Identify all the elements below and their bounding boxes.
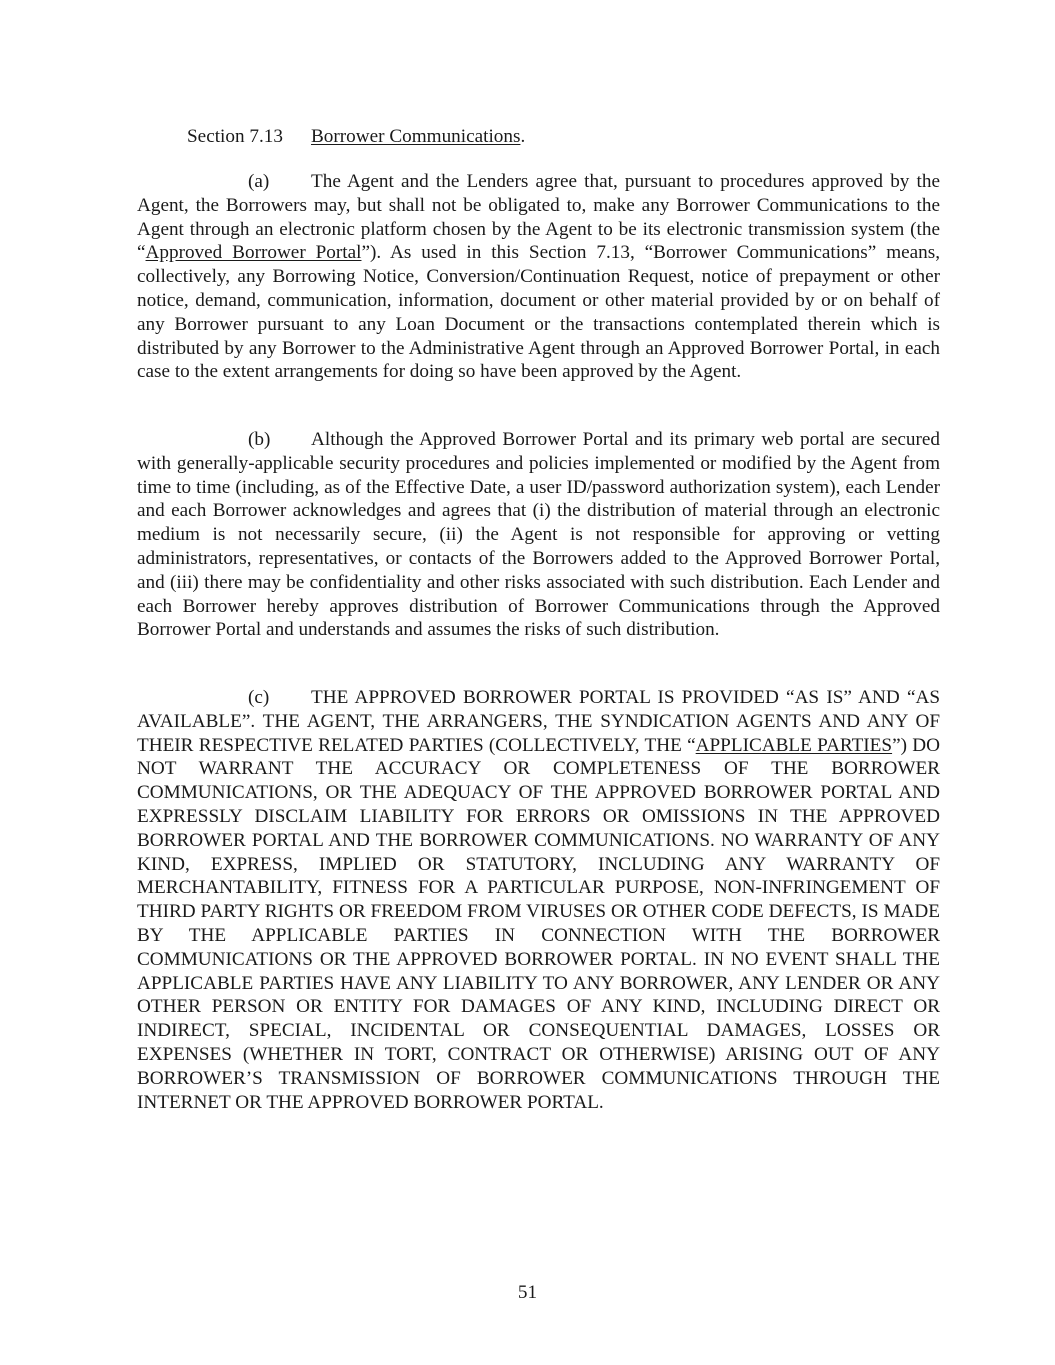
- paragraph-a-label: (a): [248, 171, 270, 192]
- paragraph-a-text-2: ”). As used in this Section 7.13, “Borrower Communications” means, collectively, any Borrowing Notice, Conversion/Continuation Request, notice of prepayment or other notice, demand, communication, information, document or other material provided by or on behalf of any Borrower pursuant to any Loan Document or the transactions contemplated therein which is distributed by any Borrower to the Administrative Agent through an Approved Borrower Portal, in each case to the extent arrangements for doing so have been approved by the Agent.: [137, 242, 941, 383]
- section-heading: [187, 125, 525, 149]
- section-title-period: .: [520, 126, 526, 147]
- paragraph-c-text-2: ”) DO NOT WARRANT THE ACCURACY OR COMPLETENESS OF THE BORROWER COMMUNICATIONS, OR THE ADEQUACY OF THE APPROVED BORROWER PORTAL AND EXPRESSLY DISCLAIM LIABILITY FOR ERRORS OR OMISSIONS IN THE APPROVED BORROWER PORTAL AND THE BORROWER COMMUNICATIONS. NO WARRANTY OF ANY KIND, EXPRESS, IMPLIED OR STATUTORY, INCLUDING ANY WARRANTY OF MERCHANTABILITY, FITNESS FOR A PARTICULAR PURPOSE, NON-INFRINGEMENT OF THIRD PARTY RIGHTS OR FREEDOM FROM VIRUSES OR OTHER CODE DEFECTS, IS MADE BY THE APPLICABLE PARTIES IN CONNECTION WITH THE BORROWER COMMUNICATIONS OR THE APPROVED BORROWER PORTAL. IN NO EVENT SHALL THE APPLICABLE PARTIES HAVE ANY LIABILITY TO ANY BORROWER, ANY LENDER OR ANY OTHER PERSON OR ENTITY FOR DAMAGES OF ANY KIND, INCLUDING DIRECT OR INDIRECT, SPECIAL, INCIDENTAL OR CONSEQUENTIAL DAMAGES, LOSSES OR EXPENSES (WHETHER IN TORT, CONTRACT OR OTHERWISE) ARISING OUT OF ANY BORROWER’S TRANSMISSION OF BORROWER COMMUNICATIONS THROUGH THE INTERNET OR THE APPROVED BORROWER PORTAL.: [137, 734, 940, 1113]
- paragraph-a-text-1: The Agent and the Lenders agree that, pursuant to procedures approved by the Agent, the Borrowers may, but shall not be obligated to, make any Borrower Communications to the Agent through an electronic platform chosen by the Agent to be its electronic transmission system (the “: [137, 171, 940, 264]
- defined-term-applicable-parties: APPLICABLE PARTIES: [695, 734, 893, 756]
- paragraph-c-label: (c): [248, 687, 270, 708]
- section-number: Section 7.13: [187, 126, 283, 147]
- page-number: 51: [517, 1282, 538, 1303]
- paragraph-b-label: (b): [248, 429, 271, 450]
- paragraph-b: [137, 428, 940, 642]
- paragraph-a: [137, 170, 940, 384]
- paragraph-b-text: Although the Approved Borrower Portal and its primary web portal are secured with generally-applicable security procedures and policies implemented or modified by the Agent from time to time (including, as of the Effective Date, a user ID/password authorization system), each Lender and each Borrower acknowledges and agrees that (i) the distribution of material through an electronic medium is not necessarily secure, (ii) the Agent is not responsible for approving or vetting administrators, representatives, or contacts of the Borrowers added to the Approved Borrower Portal, and (iii) there may be confidentiality and other risks associated with such distribution. Each Lender and each Borrower hereby approves distribution of Borrower Communications through the Approved Borrower Portal and understands and assumes the risks of such distribution.: [137, 429, 940, 641]
- paragraph-c: [137, 686, 940, 1114]
- defined-term-approved-borrower-portal: Approved Borrower Portal: [145, 242, 362, 264]
- section-title: Borrower Communications: [311, 126, 521, 147]
- paragraph-c-text-1: THE APPROVED BORROWER PORTAL IS PROVIDED “AS IS” AND “AS AVAILABLE”. THE AGENT, THE ARRANGERS, THE SYNDICATION AGENTS AND ANY OF THEIR RESPECTIVE RELATED PARTIES (COLLECTIVELY, THE “: [137, 687, 940, 756]
